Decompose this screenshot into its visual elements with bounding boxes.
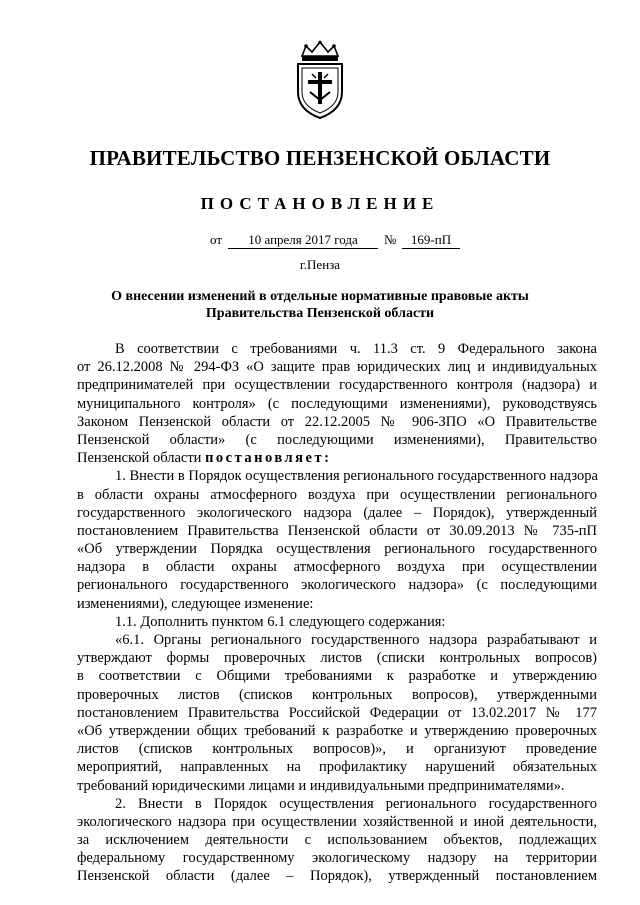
text-line: Пензенской области [77,450,202,467]
text-line: предпринимателей при осуществлении государственного контроля (надзора) и [77,377,597,394]
document-type-title: ПОСТАНОВЛЕНИЕ [200,194,440,213]
text-line: постановлением Правительства Пензенской области от 30.09.2013 № 735-пП [77,522,597,539]
text-line: регионального государственного экологического надзора» (с последующими [77,577,597,594]
text-line: требований юридическими лицами и индивидуальными предпринимателями». [77,777,565,794]
text-line: за исключением деятельности с использованием объектов, подлежащих [77,832,597,849]
text-line: изменениями), следующее изменение: [77,595,314,612]
number-prefix: № [384,232,397,247]
document-subject [70,288,570,322]
text-line: от 26.12.2008 № 294-ФЗ «О защите прав юридических лиц и индивидуальных [77,359,597,376]
subject-line: Правительства Пензенской области [205,306,435,321]
text-line: 1. Внести в Порядок осуществления регионального государственного надзора [115,468,598,485]
text-line: экологического надзора при осуществлении хозяйственной и иной деятельности, [77,813,597,830]
text-line: Пензенской области (далее – Порядок), утвержденный постановлением [77,868,597,885]
date-prefix: от [210,232,223,247]
text-line: государственного экологического надзора (далее – Порядок), утвержденный [77,504,597,521]
text-line: мероприятий, направленных на профилактику нарушений обязательных [77,759,597,776]
text-line: Законом Пензенской области от 22.12.2005 № 906-ЗПО «О Правительстве [77,413,597,430]
text-line: 2. Внести в Порядок осуществления регионального государственного [115,795,597,812]
text-line: 1.1. Дополнить пунктом 6.1 следующего содержания: [115,613,446,630]
text-line: в области охраны атмосферного воздуха при осуществлении регионального [77,486,597,503]
city-label: г.Пенза [299,257,341,272]
text-line: листов (списков контрольных вопросов)», и организуют проведение [77,741,597,758]
document-date: 10 апреля 2017 года [228,232,378,249]
organization-title: ПРАВИТЕЛЬСТВО ПЕНЗЕНСКОЙ ОБЛАСТИ [89,146,551,170]
subject-line: О внесении изменений в отдельные нормативные правовые акты [111,289,529,304]
date-number-line [0,232,640,252]
text-line: надзора в области охраны атмосферного воздуха при осуществлении [77,559,597,576]
text-line: постановлением Правительства Российской Федерации от 13.02.2017 № 177 [77,704,597,721]
penza-region-coat-of-arms-icon [288,40,352,120]
text-line: проверочных листов (списков контрольных вопросов), утвержденными [77,686,597,703]
document-number: 169-пП [402,232,460,249]
text-line: федеральному государственному экологическому надзору на территории [77,850,597,867]
text-line: в соответствии с Общими требованиями к разработке и утверждению [77,668,597,685]
text-line: «Об утверждении общих требований к разработке и утверждению проверочных [77,722,597,739]
resolution-verb: постановляет: [205,450,332,467]
text-line: муниципального контроля» (с последующими изменениями), руководствуясь [77,395,597,412]
document-body [77,340,597,886]
text-line: Пензенской области» (с последующими изменениями), Правительство [77,431,597,448]
text-line: «Об утверждении Порядка осуществления регионального государственного [77,541,597,558]
text-line: утверждают формы проверочных листов (списки контрольных вопросов) [77,650,597,667]
text-line-with-verb [77,449,597,467]
text-line: В соответствии с требованиями ч. 11.3 ст. 9 Федерального закона [115,341,597,357]
text-line: «6.1. Органы регионального государственного надзора разрабатывают и [115,632,597,648]
